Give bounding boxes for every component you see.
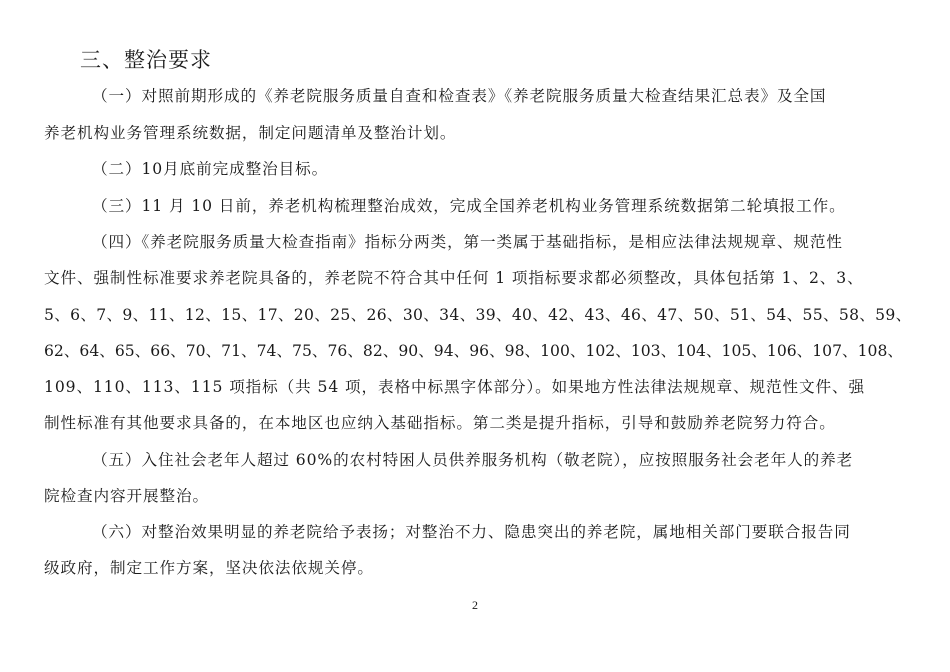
- paragraph-6-line-1: （六）对整治效果明显的养老院给予表扬；对整治不力、隐患突出的养老院，属地相关部门要联合报告同: [92, 523, 851, 541]
- paragraph-2-line-1: （二）10月底前完成整治目标。: [92, 160, 329, 178]
- paragraph-4-line-6: 制性标准有其他要求具备的，在本地区也应纳入基础指标。第二类是提升指标，引导和鼓励养老院努力符合。: [44, 414, 836, 432]
- paragraph-6-line-2: 级政府，制定工作方案，坚决依法依规关停。: [44, 559, 374, 577]
- page-number: 2: [472, 598, 478, 612]
- paragraph-4-line-2: 文件、强制性标准要求养老院具备的，养老院不符合其中任何 1 项指标要求都必须整改，具体包括第 1、2、3、: [44, 269, 864, 287]
- section-heading: 三、整治要求: [80, 48, 212, 72]
- paragraph-4-line-4: 62、64、65、66、70、71、74、75、76、82、90、94、96、98、100、102、103、104、105、106、107、108、: [44, 342, 903, 360]
- paragraph-1-line-1: （一）对照前期形成的《养老院服务质量自查和检查表》《养老院服务质量大检查结果汇总表》及全国: [92, 87, 827, 105]
- paragraph-4-line-1: （四）《养老院服务质量大检查指南》指标分两类，第一类属于基础指标，是相应法律法规规章、规范性: [92, 233, 843, 251]
- paragraph-5-line-1: （五）入住社会老年人超过 60%的农村特困人员供养服务机构（敬老院），应按照服务社会老年人的养老: [92, 451, 854, 469]
- paragraph-1-line-2: 养老机构业务管理系统数据，制定问题清单及整治计划。: [44, 124, 457, 142]
- paragraph-4-line-3: 5、6、7、9、11、12、15、17、20、25、26、30、34、39、40、42、43、46、47、50、51、54、55、58、59、: [44, 306, 912, 324]
- paragraph-3-line-1: （三）11 月 10 日前，养老机构梳理整治成效，完成全国养老机构业务管理系统数据第二轮填报工作。: [92, 197, 846, 215]
- paragraph-4-line-5: 109、110、113、115 项指标（共 54 项，表格中标黑字体部分）。如果地方性法律法规规章、规范性文件、强: [44, 378, 866, 396]
- paragraph-5-line-2: 院检查内容开展整治。: [44, 487, 209, 505]
